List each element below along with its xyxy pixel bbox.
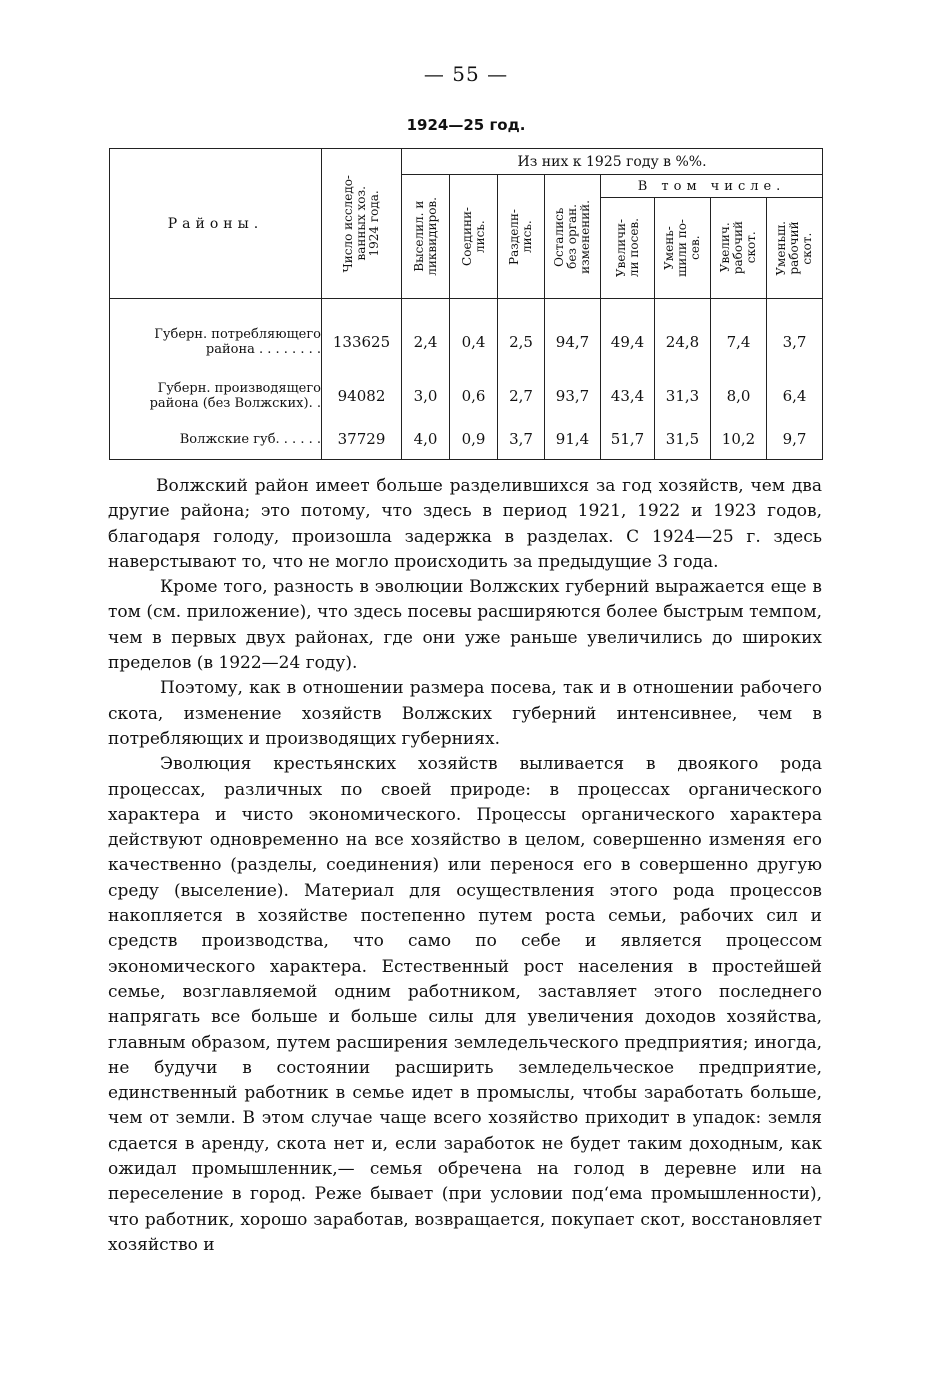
header-count [322,149,402,299]
page-number: — 55 — [423,62,509,86]
table-cell: 43,4 [601,373,655,419]
row-count: 133625 [322,299,402,374]
table-row [110,419,823,460]
table-cell: 3,7 [767,299,823,374]
table-cell: 2,4 [402,299,450,374]
header-col-7: Увелич. рабочий скот. [711,198,767,299]
statistics-table [109,148,823,460]
table-cell: 3,0 [402,373,450,419]
table-cell: 49,4 [601,299,655,374]
table-cell: 0,6 [450,373,498,419]
header-col-6: Умень- шили по- сев. [655,198,711,299]
row-region: Губерн. производящего района (без Волжских). . [110,373,322,419]
header-col-3: Разделн- лись. [498,175,545,299]
header-col-1: Выселил. и ликвидиров. [402,175,450,299]
paragraph: Поэтому, как в отношении размера посева, так и в отношении рабочего скота, изменение хозяйств Волжских губерний интенсивнее, чем в потребляющих и производящих губерниях. [108,678,822,749]
table-cell: 93,7 [545,373,601,419]
header-subgroup: В том числе. [601,175,823,198]
row-region: Губерн. потребляющего района . . . . . . . . [110,299,322,374]
row-region: Волжские губ. . . . . . [110,419,322,460]
header-regions: Районы. [110,149,322,299]
table-cell: 10,2 [711,419,767,460]
table-row [110,299,823,374]
body-text [108,474,822,1258]
table-cell: 51,7 [601,419,655,460]
table-cell: 31,3 [655,373,711,419]
table-row [110,373,823,419]
header-group: Из них к 1925 году в %%. [402,149,823,175]
header-count-text: Число исследо- ванных хоз. 1924 года. [341,174,381,273]
table-cell: 0,4 [450,299,498,374]
paragraph: Эволюция крестьянских хозяйств выливается в двоякого рода процессах, различных по своей природе: в процессах органического характера и чисто экономического. Процессы органического характера действуют одновременно на все хозяйство в целом, совершенно изменяя его качественно (разделы, соединения) или перенося его в совершенно другую среду (выселение). Материал для осуществления этого рода процессов накопляется в хозяйстве постепенно путем роста семьи, рабочих сил и средств производства, что само по себе и является процессом экономического характера. Естественный рост населения в простейшей семье, возглавляемой одним работником, заставляет этого последнего напрягать все больше и больше силы для увеличения доходов хозяйства, главным образом, путем расширения земледельческого предприятия; иногда, не будучи в состоянии расширить земледельческое предприятие, единственный работник в семье идет в промыслы, чтобы заработать больше, чем от земли. В этом случае чаще всего хозяйство приходит в упадок: земля сдается в аренду, скота нет и, если заработок не будет таким доходным, как ожидал промышленник,— семья обречена на голод в деревне или на переселение в город. Реже бывает (при условии под‘ема промышленности), что работник, хорошо заработав, возвращается, покупает скот, восстановляет хозяйство и [108,754,822,1255]
row-count: 94082 [322,373,402,419]
header-col-4: Остались без орган. изменений. [545,175,601,299]
table-cell: 31,5 [655,419,711,460]
row-count: 37729 [322,419,402,460]
table-cell: 2,5 [498,299,545,374]
header-col-5: Увеличи- ли посев. [601,198,655,299]
table-cell: 3,7 [498,419,545,460]
table-cell: 7,4 [711,299,767,374]
table-cell: 0,9 [450,419,498,460]
table-cell: 91,4 [545,419,601,460]
header-col-2: Соедини- лись. [450,175,498,299]
table-cell: 24,8 [655,299,711,374]
table-cell: 2,7 [498,373,545,419]
header-col-8: Уменьш. рабочий скот. [767,198,823,299]
table-cell: 94,7 [545,299,601,374]
paragraph: Волжский район имеет больше разделившихся за год хозяйств, чем два другие района; это потому, что здесь в период 1921, 1922 и 1923 годов, благодаря голоду, произошла задержка в разделах. С 1924—25 г. здесь наверстывают то, что не могло происходить за предыдущие 3 года. [108,476,822,572]
paragraph: Кроме того, разность в эволюции Волжских губерний выражается еще в том (см. приложение), что здесь посевы расширяются более быстрым темпом, чем в первых двух районах, где они уже раньше увеличились до широких пределов (в 1922—24 году). [108,577,822,674]
table-cell: 9,7 [767,419,823,460]
table-cell: 4,0 [402,419,450,460]
table-cell: 8,0 [711,373,767,419]
table-cell: 6,4 [767,373,823,419]
table-title: 1924—25 год. [406,116,526,134]
